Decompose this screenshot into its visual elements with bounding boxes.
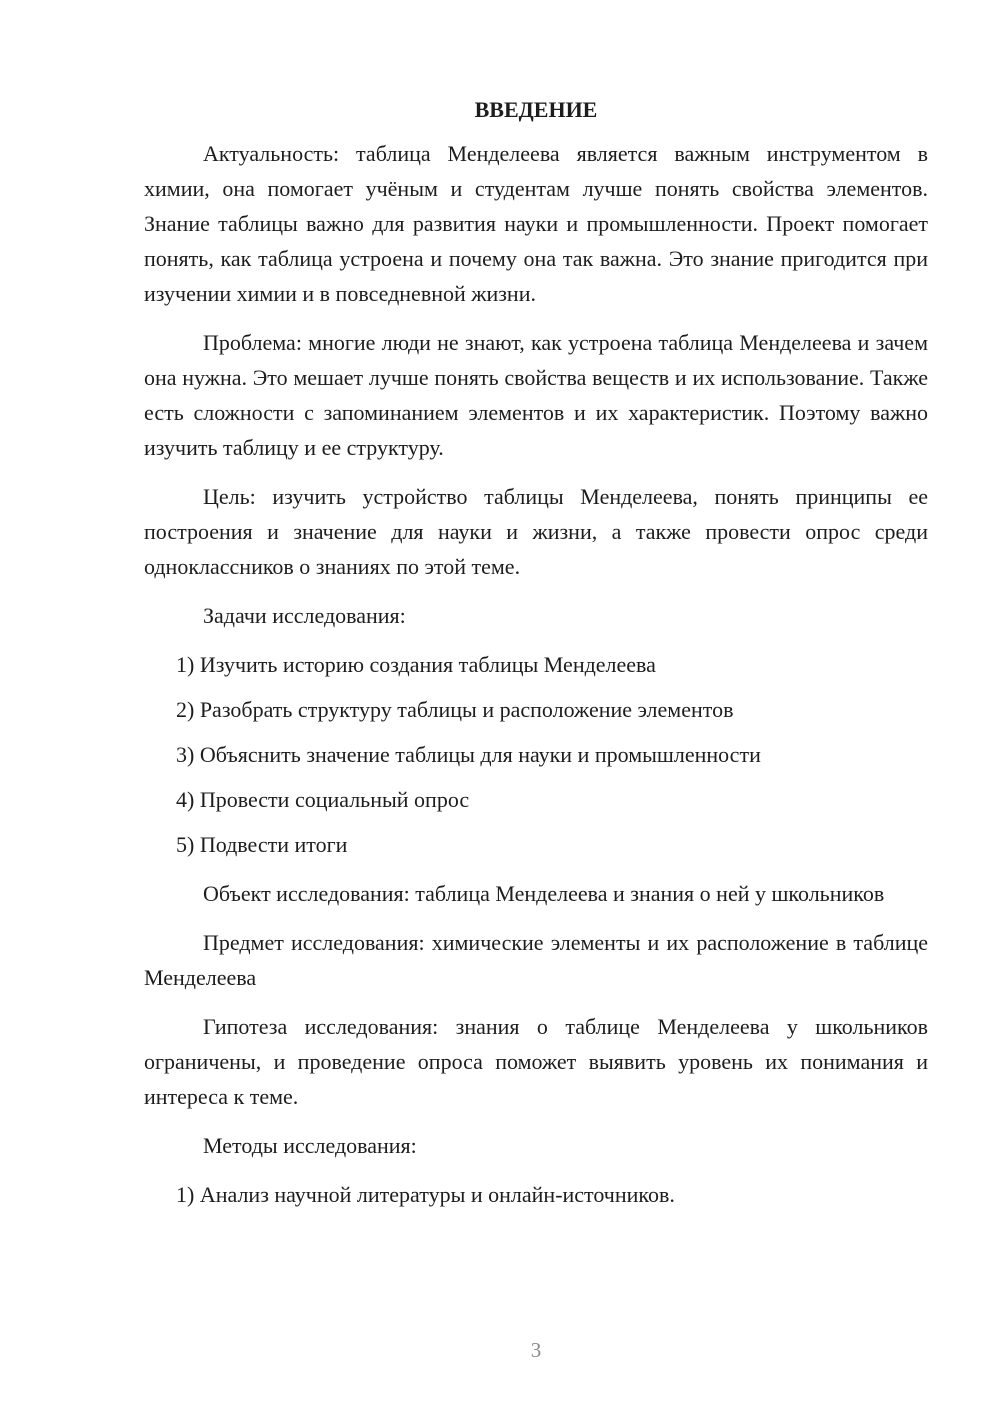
problem-paragraph: Проблема: многие люди не знают, как устроена таблица Менделеева и зачем она нужна. Это мешает лучше понять свойства веществ и их использование. Также есть сложности с запоминанием элементов и их характеристик. Поэтому важно изучить таблицу и ее структуру. bbox=[144, 330, 928, 460]
methods-list bbox=[144, 1177, 928, 1212]
task-item: 5) Подвести итоги bbox=[176, 832, 348, 857]
task-item: 4) Провести социальный опрос bbox=[176, 787, 470, 812]
subject-paragraph: Предмет исследования: химические элементы и их расположение в таблице Менделеева bbox=[144, 930, 928, 990]
method-item: 1) Анализ научной литературы и онлайн-источников. bbox=[176, 1182, 675, 1207]
methods-heading: Методы исследования: bbox=[203, 1133, 417, 1158]
relevance-paragraph: Актуальность: таблица Менделеева является важным инструментом в химии, она помогает учёным и студентам лучше понять свойства элементов. Знание таблицы важно для развития науки и промышленности. Проект помогает понять, как таблица устроена и почему она так важна. Это знание пригодится при изучении химии и в повседневной жизни. bbox=[144, 141, 928, 306]
goal-paragraph: Цель: изучить устройство таблицы Менделеева, понять принципы ее построения и значение для науки и жизни, а также провести опрос среди одноклассников о знаниях по этой теме. bbox=[144, 484, 928, 579]
page-title: ВВЕДЕНИЕ bbox=[474, 97, 598, 122]
tasks-list bbox=[144, 647, 928, 862]
hypothesis-paragraph: Гипотеза исследования: знания о таблице Менделеева у школьников ограничены, и проведение опроса поможет выявить уровень их понимания и интереса к теме. bbox=[144, 1014, 928, 1109]
task-item: 3) Объяснить значение таблицы для науки и промышленности bbox=[176, 742, 761, 767]
task-item: 2) Разобрать структуру таблицы и расположение элементов bbox=[176, 697, 734, 722]
object-paragraph: Объект исследования: таблица Менделеева и знания о ней у школьников bbox=[203, 881, 885, 906]
page-content bbox=[144, 96, 928, 1226]
page-number: 3 bbox=[530, 1338, 542, 1362]
task-item: 1) Изучить историю создания таблицы Менделеева bbox=[176, 652, 656, 677]
tasks-heading: Задачи исследования: bbox=[203, 603, 406, 628]
